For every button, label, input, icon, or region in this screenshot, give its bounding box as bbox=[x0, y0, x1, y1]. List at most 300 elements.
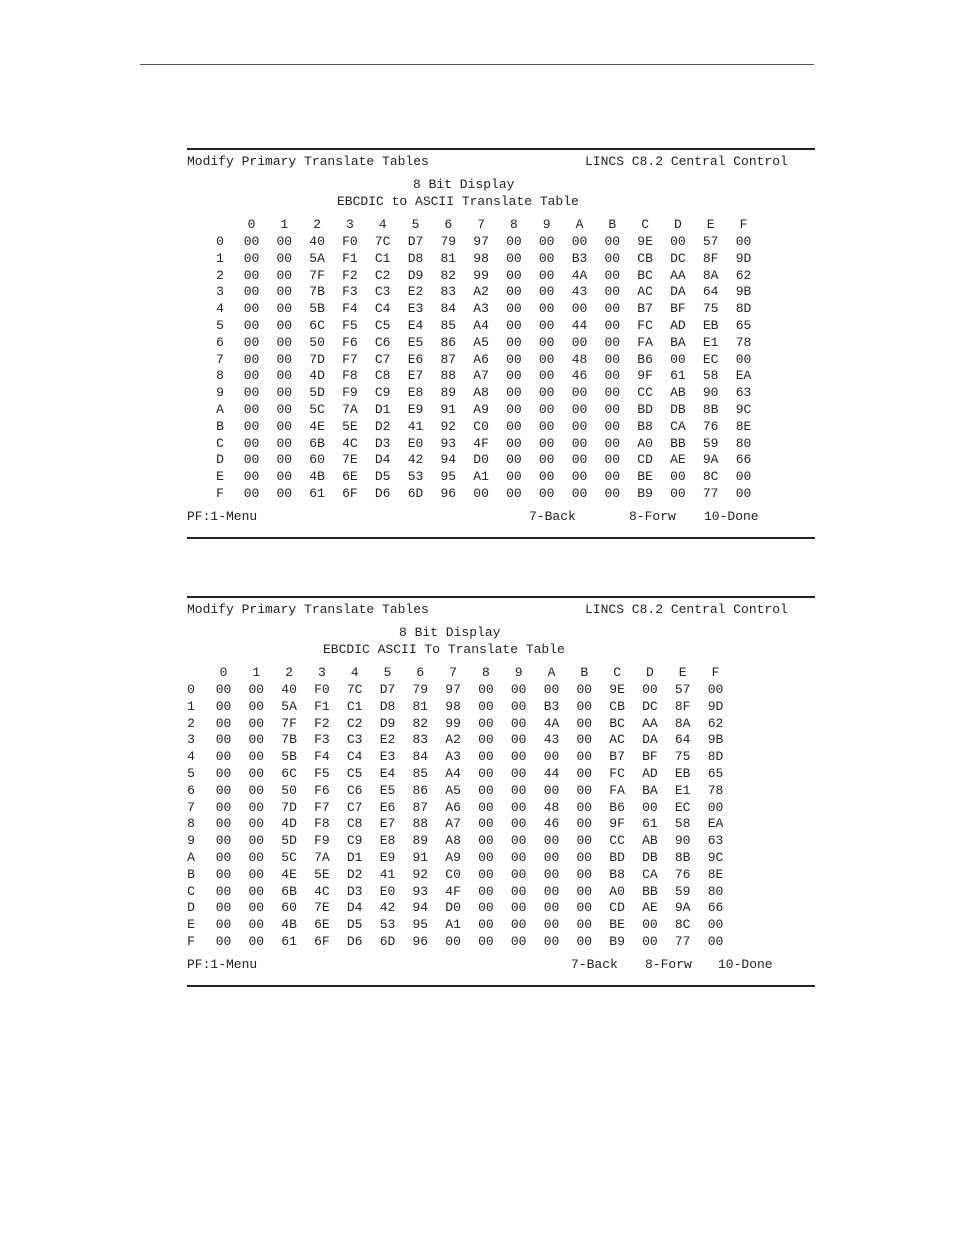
table-cell[interactable]: 9E bbox=[609, 682, 625, 697]
table-cell[interactable]: 00 bbox=[604, 334, 621, 350]
table-cell[interactable]: 00 bbox=[670, 469, 686, 485]
table-cell[interactable]: 8F bbox=[674, 698, 691, 714]
table-cell[interactable]: 88 bbox=[440, 368, 457, 384]
table-cell[interactable]: F2 bbox=[342, 267, 358, 283]
table-cell[interactable]: 59 bbox=[702, 435, 719, 451]
table-cell[interactable]: 9B bbox=[735, 284, 752, 300]
table-cell[interactable]: 00 bbox=[538, 368, 555, 384]
table-cell[interactable]: 00 bbox=[576, 917, 593, 933]
table-cell[interactable]: 48 bbox=[543, 799, 560, 815]
table-cell[interactable]: 00 bbox=[510, 917, 527, 933]
table-cell[interactable]: 40 bbox=[309, 234, 325, 249]
table-cell[interactable]: DA bbox=[670, 284, 686, 300]
table-cell[interactable]: 00 bbox=[248, 698, 265, 714]
table-cell[interactable]: F0 bbox=[342, 234, 358, 249]
table-cell[interactable]: EC bbox=[674, 799, 691, 815]
table-cell[interactable]: 9D bbox=[707, 698, 724, 714]
table-cell[interactable]: 00 bbox=[538, 351, 555, 367]
table-cell[interactable]: 00 bbox=[243, 250, 260, 266]
table-cell[interactable]: B6 bbox=[637, 351, 653, 367]
table-cell[interactable]: 00 bbox=[538, 284, 555, 300]
table-cell[interactable]: 00 bbox=[604, 486, 621, 501]
table-cell[interactable]: 00 bbox=[510, 816, 527, 832]
table-cell[interactable]: 5D bbox=[309, 385, 325, 401]
table-cell[interactable]: CD bbox=[609, 900, 625, 916]
table-cell[interactable]: 82 bbox=[412, 715, 429, 731]
table-cell[interactable]: 00 bbox=[538, 318, 555, 333]
table-cell[interactable]: 00 bbox=[276, 402, 293, 417]
table-cell[interactable]: CA bbox=[642, 866, 658, 882]
table-cell[interactable]: 00 bbox=[543, 749, 560, 765]
table-cell[interactable]: 00 bbox=[243, 469, 260, 485]
table-cell[interactable]: E1 bbox=[674, 782, 691, 798]
table-cell[interactable]: 00 bbox=[571, 234, 588, 249]
table-cell[interactable]: 00 bbox=[215, 833, 232, 849]
table-cell[interactable]: C8 bbox=[374, 368, 391, 384]
table-cell[interactable]: 00 bbox=[478, 900, 494, 916]
pf-done-key[interactable]: 10-Done bbox=[718, 957, 773, 972]
table-cell[interactable]: 7A bbox=[314, 850, 330, 865]
table-cell[interactable]: 86 bbox=[440, 334, 457, 350]
table-cell[interactable]: 00 bbox=[215, 934, 232, 949]
table-cell[interactable]: 00 bbox=[243, 318, 260, 333]
table-cell[interactable]: 00 bbox=[576, 833, 593, 849]
table-cell[interactable]: 4F bbox=[445, 883, 461, 899]
table-cell[interactable]: 75 bbox=[674, 749, 691, 765]
table-cell[interactable]: 87 bbox=[412, 799, 429, 815]
table-cell[interactable]: 00 bbox=[243, 284, 260, 300]
table-cell[interactable]: 00 bbox=[276, 318, 293, 333]
table-cell[interactable]: 64 bbox=[702, 284, 719, 300]
table-cell[interactable]: D5 bbox=[346, 917, 363, 933]
table-cell[interactable]: C9 bbox=[374, 385, 391, 401]
table-cell[interactable]: E4 bbox=[379, 766, 396, 781]
table-cell[interactable]: 46 bbox=[543, 816, 560, 832]
table-cell[interactable]: 00 bbox=[510, 682, 527, 697]
table-cell[interactable]: 61 bbox=[642, 816, 658, 832]
table-cell[interactable]: 97 bbox=[473, 234, 489, 249]
table-cell[interactable]: C0 bbox=[445, 866, 461, 882]
table-cell[interactable]: 53 bbox=[407, 469, 424, 485]
table-cell[interactable]: 95 bbox=[440, 469, 457, 485]
table-cell[interactable]: D4 bbox=[374, 452, 391, 468]
table-cell[interactable]: 00 bbox=[543, 900, 560, 916]
table-cell[interactable]: 00 bbox=[478, 866, 494, 882]
table-cell[interactable]: 00 bbox=[735, 469, 752, 485]
table-cell[interactable]: A9 bbox=[445, 850, 461, 865]
table-cell[interactable]: C7 bbox=[374, 351, 391, 367]
table-cell[interactable]: 6C bbox=[309, 318, 325, 333]
table-cell[interactable]: 00 bbox=[707, 682, 724, 697]
table-cell[interactable]: 99 bbox=[445, 715, 461, 731]
table-cell[interactable]: 00 bbox=[276, 351, 293, 367]
table-cell[interactable]: 4F bbox=[473, 435, 489, 451]
table-cell[interactable]: C2 bbox=[346, 715, 363, 731]
table-cell[interactable]: 00 bbox=[538, 301, 555, 317]
table-cell[interactable]: A1 bbox=[473, 469, 489, 485]
table-cell[interactable]: 00 bbox=[243, 368, 260, 384]
table-cell[interactable]: CC bbox=[609, 833, 625, 849]
table-cell[interactable]: 50 bbox=[309, 334, 325, 350]
table-cell[interactable]: 00 bbox=[506, 301, 522, 317]
table-cell[interactable]: E6 bbox=[379, 799, 396, 815]
table-cell[interactable]: 4C bbox=[342, 435, 358, 451]
table-cell[interactable]: 64 bbox=[674, 732, 691, 748]
table-cell[interactable]: 8D bbox=[735, 301, 752, 317]
table-cell[interactable]: 00 bbox=[571, 469, 588, 485]
table-cell[interactable]: B3 bbox=[543, 698, 560, 714]
table-cell[interactable]: 00 bbox=[510, 766, 527, 781]
pf-done-key[interactable]: 10-Done bbox=[704, 509, 759, 524]
table-cell[interactable]: F4 bbox=[342, 301, 358, 317]
table-cell[interactable]: 60 bbox=[309, 452, 325, 468]
table-cell[interactable]: C3 bbox=[346, 732, 363, 748]
table-cell[interactable]: 80 bbox=[735, 435, 752, 451]
table-cell[interactable]: F7 bbox=[342, 351, 358, 367]
table-cell[interactable]: 96 bbox=[440, 486, 457, 501]
table-cell[interactable]: 00 bbox=[604, 351, 621, 367]
table-cell[interactable]: 79 bbox=[440, 234, 457, 249]
table-cell[interactable]: 00 bbox=[571, 486, 588, 501]
table-cell[interactable]: E1 bbox=[702, 334, 719, 350]
table-cell[interactable]: 00 bbox=[478, 715, 494, 731]
table-cell[interactable]: 00 bbox=[543, 850, 560, 865]
table-cell[interactable]: 65 bbox=[707, 766, 724, 781]
table-cell[interactable]: 00 bbox=[243, 234, 260, 249]
table-cell[interactable]: A5 bbox=[473, 334, 489, 350]
table-cell[interactable]: 85 bbox=[440, 318, 457, 333]
table-cell[interactable]: BA bbox=[670, 334, 686, 350]
table-cell[interactable]: 6C bbox=[281, 766, 297, 781]
table-cell[interactable]: 00 bbox=[576, 682, 593, 697]
table-cell[interactable]: F9 bbox=[314, 833, 330, 849]
table-cell[interactable]: 87 bbox=[440, 351, 457, 367]
table-cell[interactable]: 57 bbox=[674, 682, 691, 697]
table-cell[interactable]: 59 bbox=[674, 883, 691, 899]
table-cell[interactable]: 00 bbox=[576, 816, 593, 832]
table-cell[interactable]: D5 bbox=[374, 469, 391, 485]
table-cell[interactable]: D7 bbox=[407, 234, 424, 249]
table-cell[interactable]: 6F bbox=[314, 934, 330, 949]
table-cell[interactable]: F2 bbox=[314, 715, 330, 731]
table-cell[interactable]: 91 bbox=[412, 850, 429, 865]
table-cell[interactable]: DB bbox=[642, 850, 658, 865]
table-cell[interactable]: E9 bbox=[407, 402, 424, 417]
table-cell[interactable]: 00 bbox=[215, 866, 232, 882]
table-cell[interactable]: AC bbox=[637, 284, 653, 300]
table-cell[interactable]: 8E bbox=[735, 418, 752, 434]
table-cell[interactable]: B8 bbox=[609, 866, 625, 882]
table-cell[interactable]: 00 bbox=[506, 267, 522, 283]
table-cell[interactable]: E2 bbox=[379, 732, 396, 748]
table-cell[interactable]: F6 bbox=[342, 334, 358, 350]
table-cell[interactable]: D9 bbox=[407, 267, 424, 283]
table-cell[interactable]: C5 bbox=[374, 318, 391, 333]
table-cell[interactable]: 00 bbox=[506, 351, 522, 367]
table-cell[interactable]: B9 bbox=[609, 934, 625, 949]
table-cell[interactable]: 75 bbox=[702, 301, 719, 317]
table-cell[interactable]: 42 bbox=[379, 900, 396, 916]
table-cell[interactable]: CB bbox=[609, 698, 625, 714]
table-cell[interactable]: CA bbox=[670, 418, 686, 434]
table-cell[interactable]: 8A bbox=[702, 267, 719, 283]
table-cell[interactable]: BC bbox=[637, 267, 653, 283]
table-cell[interactable]: 00 bbox=[576, 732, 593, 748]
table-cell[interactable]: 00 bbox=[478, 698, 494, 714]
table-cell[interactable]: 00 bbox=[276, 267, 293, 283]
table-cell[interactable]: 63 bbox=[735, 385, 752, 401]
table-cell[interactable]: 66 bbox=[735, 452, 752, 468]
table-cell[interactable]: AD bbox=[642, 766, 658, 781]
table-cell[interactable]: C4 bbox=[346, 749, 363, 765]
table-cell[interactable]: 00 bbox=[478, 766, 494, 781]
table-cell[interactable]: 9B bbox=[707, 732, 724, 748]
table-cell[interactable]: 00 bbox=[243, 486, 260, 501]
table-cell[interactable]: 7F bbox=[281, 715, 297, 731]
table-cell[interactable]: 8B bbox=[674, 850, 691, 865]
table-cell[interactable]: 00 bbox=[604, 418, 621, 434]
table-cell[interactable]: 00 bbox=[276, 385, 293, 401]
table-cell[interactable]: C1 bbox=[346, 698, 363, 714]
table-cell[interactable]: 4E bbox=[309, 418, 325, 434]
table-cell[interactable]: 00 bbox=[248, 934, 265, 949]
table-cell[interactable]: 00 bbox=[506, 486, 522, 501]
table-cell[interactable]: 00 bbox=[243, 435, 260, 451]
table-cell[interactable]: 00 bbox=[576, 883, 593, 899]
table-cell[interactable]: 00 bbox=[538, 250, 555, 266]
table-cell[interactable]: 00 bbox=[243, 351, 260, 367]
table-cell[interactable]: 7B bbox=[281, 732, 297, 748]
table-cell[interactable]: D6 bbox=[374, 486, 391, 501]
table-cell[interactable]: 5E bbox=[314, 866, 330, 882]
table-cell[interactable]: 00 bbox=[276, 250, 293, 266]
table-cell[interactable]: F0 bbox=[314, 682, 330, 697]
table-cell[interactable]: 00 bbox=[538, 469, 555, 485]
table-cell[interactable]: EB bbox=[702, 318, 719, 333]
table-cell[interactable]: 8F bbox=[702, 250, 719, 266]
table-cell[interactable]: 00 bbox=[478, 934, 494, 949]
table-cell[interactable]: 00 bbox=[538, 267, 555, 283]
table-cell[interactable]: 00 bbox=[478, 883, 494, 899]
table-cell[interactable]: C0 bbox=[473, 418, 489, 434]
table-cell[interactable]: E9 bbox=[379, 850, 396, 865]
table-cell[interactable]: E3 bbox=[407, 301, 424, 317]
table-cell[interactable]: 00 bbox=[215, 850, 232, 865]
table-cell[interactable]: 7E bbox=[314, 900, 330, 916]
table-cell[interactable]: 7D bbox=[281, 799, 297, 815]
table-cell[interactable]: B8 bbox=[637, 418, 653, 434]
table-cell[interactable]: 95 bbox=[412, 917, 429, 933]
table-cell[interactable]: 00 bbox=[510, 866, 527, 882]
table-cell[interactable]: 00 bbox=[571, 334, 588, 350]
table-cell[interactable]: 00 bbox=[248, 833, 265, 849]
table-cell[interactable]: A4 bbox=[473, 318, 489, 333]
table-cell[interactable]: 00 bbox=[473, 486, 489, 501]
table-cell[interactable]: 5C bbox=[309, 402, 325, 417]
table-cell[interactable]: C3 bbox=[374, 284, 391, 300]
table-cell[interactable]: BE bbox=[637, 469, 653, 485]
table-cell[interactable]: 00 bbox=[248, 732, 265, 748]
table-cell[interactable]: 00 bbox=[735, 351, 752, 367]
table-cell[interactable]: 00 bbox=[604, 318, 621, 333]
table-cell[interactable]: 00 bbox=[478, 782, 494, 798]
table-cell[interactable]: A1 bbox=[445, 917, 461, 933]
table-cell[interactable]: C8 bbox=[346, 816, 363, 832]
table-cell[interactable]: 00 bbox=[538, 435, 555, 451]
table-cell[interactable]: 4D bbox=[309, 368, 325, 384]
table-cell[interactable]: 9D bbox=[735, 250, 752, 266]
table-cell[interactable]: 00 bbox=[576, 850, 593, 865]
table-cell[interactable]: 42 bbox=[407, 452, 424, 468]
table-cell[interactable]: 00 bbox=[538, 486, 555, 501]
table-cell[interactable]: 00 bbox=[670, 486, 686, 501]
table-cell[interactable]: F5 bbox=[314, 766, 330, 781]
table-cell[interactable]: 00 bbox=[576, 715, 593, 731]
table-cell[interactable]: 62 bbox=[735, 267, 752, 283]
table-cell[interactable]: 6F bbox=[342, 486, 358, 501]
table-cell[interactable]: A8 bbox=[473, 385, 489, 401]
table-cell[interactable]: 6D bbox=[407, 486, 424, 501]
table-cell[interactable]: 7C bbox=[374, 234, 391, 249]
table-cell[interactable]: F6 bbox=[314, 782, 330, 798]
table-cell[interactable]: 84 bbox=[412, 749, 429, 765]
table-cell[interactable]: 00 bbox=[576, 782, 593, 798]
table-cell[interactable]: 00 bbox=[243, 267, 260, 283]
table-cell[interactable]: FC bbox=[637, 318, 653, 333]
table-cell[interactable]: 00 bbox=[506, 284, 522, 300]
table-cell[interactable]: 7A bbox=[342, 402, 358, 417]
pf-forward-key[interactable]: 8-Forw bbox=[629, 509, 676, 524]
table-cell[interactable]: 61 bbox=[281, 934, 297, 949]
table-cell[interactable]: 00 bbox=[248, 816, 265, 832]
table-cell[interactable]: 00 bbox=[506, 402, 522, 417]
table-cell[interactable]: 00 bbox=[506, 318, 522, 333]
table-cell[interactable]: C9 bbox=[346, 833, 363, 849]
table-cell[interactable]: 00 bbox=[478, 850, 494, 865]
table-cell[interactable]: 92 bbox=[440, 418, 457, 434]
table-cell[interactable]: 00 bbox=[510, 833, 527, 849]
table-cell[interactable]: 8D bbox=[707, 749, 724, 765]
table-cell[interactable]: A4 bbox=[445, 766, 461, 781]
table-cell[interactable]: CD bbox=[637, 452, 653, 468]
table-cell[interactable]: 00 bbox=[506, 334, 522, 350]
table-cell[interactable]: 00 bbox=[538, 234, 555, 249]
table-cell[interactable]: 00 bbox=[670, 234, 686, 249]
table-cell[interactable]: 00 bbox=[604, 469, 621, 485]
table-cell[interactable]: 00 bbox=[510, 934, 527, 949]
table-cell[interactable]: 5B bbox=[309, 301, 325, 317]
table-cell[interactable]: 00 bbox=[276, 486, 293, 501]
table-cell[interactable]: 00 bbox=[243, 418, 260, 434]
table-cell[interactable]: B7 bbox=[637, 301, 653, 317]
table-cell[interactable]: 00 bbox=[506, 368, 522, 384]
table-cell[interactable]: D8 bbox=[379, 698, 396, 714]
table-cell[interactable]: 8A bbox=[674, 715, 691, 731]
table-cell[interactable]: 76 bbox=[674, 866, 691, 882]
table-cell[interactable]: B9 bbox=[637, 486, 653, 501]
table-cell[interactable]: 6D bbox=[379, 934, 396, 949]
table-cell[interactable]: A6 bbox=[473, 351, 489, 367]
table-cell[interactable]: 00 bbox=[506, 385, 522, 401]
table-cell[interactable]: E4 bbox=[407, 318, 424, 333]
table-cell[interactable]: A3 bbox=[445, 749, 461, 765]
table-cell[interactable]: 5C bbox=[281, 850, 297, 865]
table-cell[interactable]: E0 bbox=[379, 883, 396, 899]
table-cell[interactable]: 00 bbox=[276, 284, 293, 300]
table-cell[interactable]: 00 bbox=[506, 418, 522, 434]
table-cell[interactable]: 4E bbox=[281, 866, 297, 882]
table-cell[interactable]: 9C bbox=[735, 402, 752, 417]
table-cell[interactable]: 00 bbox=[478, 833, 494, 849]
table-cell[interactable]: 00 bbox=[538, 418, 555, 434]
table-cell[interactable]: BD bbox=[637, 402, 653, 417]
table-cell[interactable]: 00 bbox=[215, 782, 232, 798]
table-cell[interactable]: 00 bbox=[576, 866, 593, 882]
table-cell[interactable]: A0 bbox=[609, 883, 625, 899]
pf-forward-key[interactable]: 8-Forw bbox=[645, 957, 692, 972]
table-cell[interactable]: E8 bbox=[379, 833, 396, 849]
table-cell[interactable]: 99 bbox=[473, 267, 489, 283]
table-cell[interactable]: 00 bbox=[510, 900, 527, 916]
table-cell[interactable]: 5A bbox=[309, 250, 325, 266]
table-cell[interactable]: D1 bbox=[346, 850, 363, 865]
table-cell[interactable]: E8 bbox=[407, 385, 424, 401]
table-cell[interactable]: 00 bbox=[276, 418, 293, 434]
table-cell[interactable]: 65 bbox=[735, 318, 752, 333]
table-cell[interactable]: 00 bbox=[276, 469, 293, 485]
table-cell[interactable]: A8 bbox=[445, 833, 461, 849]
table-cell[interactable]: B6 bbox=[609, 799, 625, 815]
table-cell[interactable]: 7E bbox=[342, 452, 358, 468]
table-cell[interactable]: 00 bbox=[604, 368, 621, 384]
table-cell[interactable]: 44 bbox=[571, 318, 588, 333]
table-cell[interactable]: 6E bbox=[314, 917, 330, 933]
table-cell[interactable]: 00 bbox=[510, 799, 527, 815]
table-cell[interactable]: 00 bbox=[543, 883, 560, 899]
table-cell[interactable]: D2 bbox=[374, 418, 391, 434]
table-cell[interactable]: A2 bbox=[473, 284, 489, 300]
table-cell[interactable]: C1 bbox=[374, 250, 391, 266]
table-cell[interactable]: 50 bbox=[281, 782, 297, 798]
table-cell[interactable]: D2 bbox=[346, 866, 363, 882]
table-cell[interactable]: 00 bbox=[576, 799, 593, 815]
table-cell[interactable]: 78 bbox=[735, 334, 752, 350]
table-cell[interactable]: 00 bbox=[478, 799, 494, 815]
table-cell[interactable]: 00 bbox=[543, 682, 560, 697]
table-cell[interactable]: EA bbox=[735, 368, 752, 384]
table-cell[interactable]: 00 bbox=[215, 799, 232, 815]
table-cell[interactable]: 60 bbox=[281, 900, 297, 916]
table-cell[interactable]: 93 bbox=[440, 435, 457, 451]
table-cell[interactable]: 77 bbox=[702, 486, 719, 501]
table-cell[interactable]: 00 bbox=[506, 250, 522, 266]
table-cell[interactable]: EC bbox=[702, 351, 719, 367]
table-cell[interactable]: 00 bbox=[707, 799, 724, 815]
table-cell[interactable]: 57 bbox=[702, 234, 719, 249]
table-cell[interactable]: 00 bbox=[510, 782, 527, 798]
table-cell[interactable]: A0 bbox=[637, 435, 653, 451]
table-cell[interactable]: 41 bbox=[407, 418, 424, 434]
table-cell[interactable]: 00 bbox=[243, 301, 260, 317]
table-cell[interactable]: FA bbox=[609, 782, 625, 798]
table-cell[interactable]: 00 bbox=[576, 698, 593, 714]
table-cell[interactable]: 00 bbox=[276, 334, 293, 350]
table-cell[interactable]: 00 bbox=[571, 452, 588, 468]
table-cell[interactable]: 00 bbox=[215, 917, 232, 933]
table-cell[interactable]: 89 bbox=[440, 385, 457, 401]
table-cell[interactable]: 92 bbox=[412, 866, 429, 882]
table-cell[interactable]: 00 bbox=[510, 749, 527, 765]
